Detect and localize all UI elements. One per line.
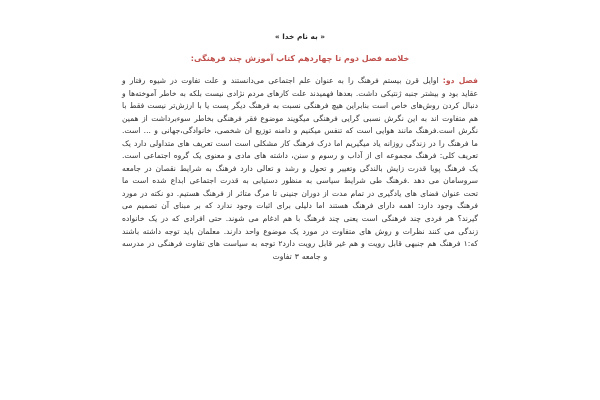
document-heading: خلاصه فصل دوم تا چهاردهم کتاب آموزش چند فرهنگی: xyxy=(190,54,410,63)
basmala-line: « به نام خدا » xyxy=(274,32,326,41)
section-label: فصل دو: xyxy=(442,76,478,85)
document-content xyxy=(122,30,478,263)
body-paragraph xyxy=(122,75,478,263)
body-text: اوایل قرن بیستم فرهنگ را به عنوان علم اجتماعی می‌دانستند و علت تفاوت در شیوه رفتار و عقاید بود و بیشتر جنبه ژنتیکی داشت. بعدها فهمیدند علت کارهای مردم نژادی نیست بلکه به خاطر آموخته‌ها و دنبال کردن روش‌های خاص است بنابراین هیچ فرهنگی نسبت به فرهنگ دیگر پست یا با ارزش‌تر نیست فقط با هم متفاوت اند به این نگرش نسبی گرایی فرهنگی میگویند موضوع فقر فرهنگی بخاطر سوءبرداشت از همین نگرش است.فرهنگ مانند هوایی است که تنفس میکنیم و دامنه توزیع ان شخصی، خانوادگی،جهانی و ... است. ما فرهنگ را در زندگی روزانه یاد میگیریم اما درک فرهنگ کار مشکلی است است تعریف های متداولی دارد یک تعریف کلی: فرهنگ مجموعه ای از آداب و رسوم و سنن، داشته های مادی و معنوی یک گروه اجتماعی است. یک فرهنگ پویا قدرت زایش بالندگی وتغییر و تحول و رشد و تعالی دارد فرهنگ به شرایط نقصان در جامعه سروسامان می دهد .فرهنگ طی شرایط سیاسی به منظور دستیابی به قدرت اجتماعی ابداع شده است ما تحت عنوان فضای های یادگیری در تمام مدت از دوران جنینی تا مرگ متاثر از فرهنگ هستیم. دو نکته در مورد فرهنگ وجود دارد: اهمه دارای فرهنگ هستند اما دلیلی برای اثبات وجود ندارد که بر مبنای آن تصمیم می گیرند؟ هر فردی چند فرهنگی است یعنی چند فرهنگ با هم ادغام می شوند. حتی افرادی که در یک خانواده زندگی می کنند نظرات و روش های متفاوت در مورد یک موضوع واحد دارند. معلمان باید توجه داشته باشند که:۱ فرهنگ هم جنبهی قابل رویت و هم غیر قابل رویت دارد۲ توجه به سیاست های تفاوت فرهنگی در مدرسه و جامعه ۳ تفاوت xyxy=(122,76,479,261)
